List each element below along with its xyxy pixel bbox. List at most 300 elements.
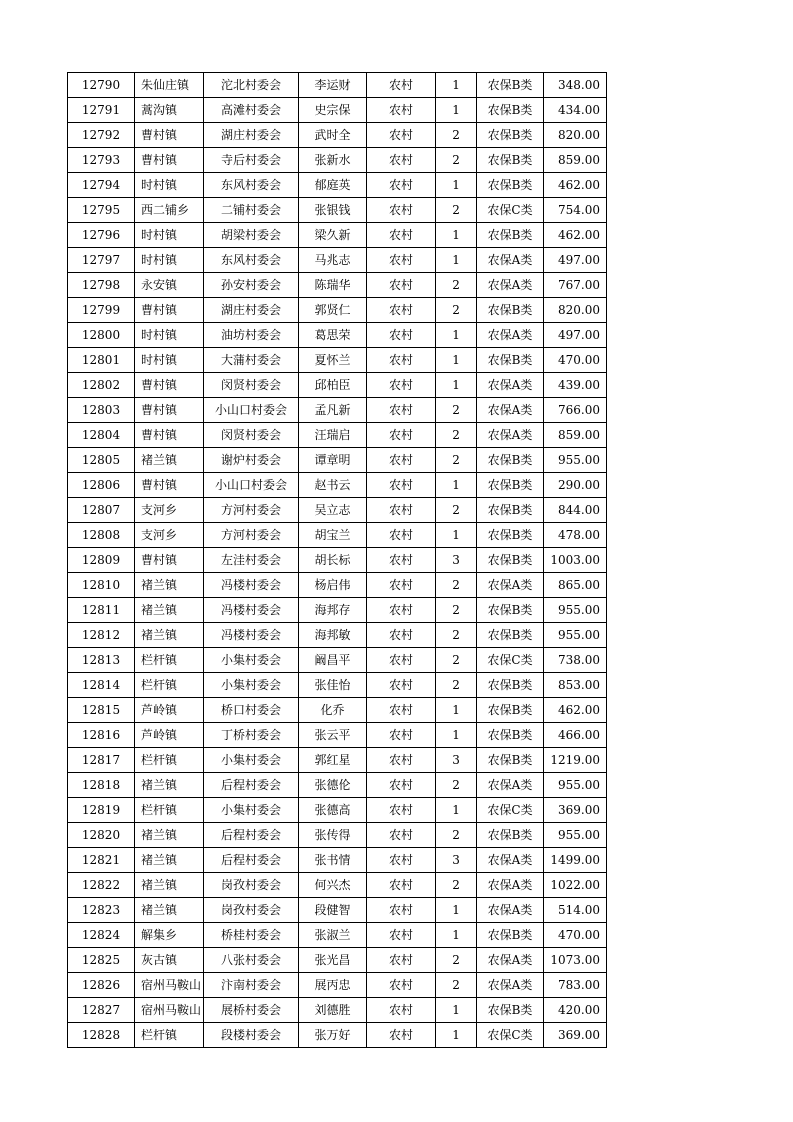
record-id-cell: 12812 [68, 623, 135, 648]
person-name-cell: 邱柏臣 [299, 373, 367, 398]
amount-cell: 767.00 [544, 273, 607, 298]
area-type-cell: 农村 [367, 173, 436, 198]
table-row [68, 323, 607, 348]
amount-cell: 439.00 [544, 373, 607, 398]
category-cell: 农保A类 [477, 248, 544, 273]
table-row [68, 223, 607, 248]
record-id-cell: 12819 [68, 798, 135, 823]
category-cell: 农保A类 [477, 848, 544, 873]
table-row [68, 623, 607, 648]
table-row [68, 923, 607, 948]
amount-cell: 955.00 [544, 823, 607, 848]
village-committee-cell: 八张村委会 [204, 948, 299, 973]
amount-cell: 434.00 [544, 98, 607, 123]
area-type-cell: 农村 [367, 323, 436, 348]
amount-cell: 859.00 [544, 148, 607, 173]
category-cell: 农保B类 [477, 498, 544, 523]
record-id-cell: 12815 [68, 698, 135, 723]
category-cell: 农保B类 [477, 73, 544, 98]
category-cell: 农保B类 [477, 598, 544, 623]
town-cell: 芦岭镇 [135, 698, 204, 723]
category-cell: 农保B类 [477, 998, 544, 1023]
person-name-cell: 张云平 [299, 723, 367, 748]
village-committee-cell: 孙安村委会 [204, 273, 299, 298]
record-id-cell: 12828 [68, 1023, 135, 1048]
record-id-cell: 12818 [68, 773, 135, 798]
village-committee-cell: 东风村委会 [204, 173, 299, 198]
person-name-cell: 张新水 [299, 148, 367, 173]
record-id-cell: 12802 [68, 373, 135, 398]
amount-cell: 466.00 [544, 723, 607, 748]
count-cell: 1 [436, 798, 477, 823]
count-cell: 1 [436, 173, 477, 198]
count-cell: 2 [436, 448, 477, 473]
table-row [68, 698, 607, 723]
amount-cell: 290.00 [544, 473, 607, 498]
category-cell: 农保B类 [477, 123, 544, 148]
category-cell: 农保A类 [477, 773, 544, 798]
town-cell: 褚兰镇 [135, 773, 204, 798]
town-cell: 褚兰镇 [135, 448, 204, 473]
person-name-cell: 化乔 [299, 698, 367, 723]
area-type-cell: 农村 [367, 798, 436, 823]
count-cell: 1 [436, 73, 477, 98]
count-cell: 1 [436, 348, 477, 373]
village-committee-cell: 汴南村委会 [204, 973, 299, 998]
category-cell: 农保C类 [477, 798, 544, 823]
village-committee-cell: 胡梁村委会 [204, 223, 299, 248]
table-body [68, 73, 607, 1048]
town-cell: 曹村镇 [135, 473, 204, 498]
village-committee-cell: 大蒲村委会 [204, 348, 299, 373]
town-cell: 栏杆镇 [135, 648, 204, 673]
area-type-cell: 农村 [367, 73, 436, 98]
person-name-cell: 郭红星 [299, 748, 367, 773]
record-id-cell: 12813 [68, 648, 135, 673]
record-id-cell: 12824 [68, 923, 135, 948]
area-type-cell: 农村 [367, 298, 436, 323]
village-committee-cell: 桥口村委会 [204, 698, 299, 723]
category-cell: 农保B类 [477, 673, 544, 698]
category-cell: 农保A类 [477, 273, 544, 298]
person-name-cell: 阚昌平 [299, 648, 367, 673]
record-id-cell: 12820 [68, 823, 135, 848]
count-cell: 2 [436, 648, 477, 673]
person-name-cell: 张银钱 [299, 198, 367, 223]
table-row [68, 548, 607, 573]
record-id-cell: 12806 [68, 473, 135, 498]
village-committee-cell: 湖庄村委会 [204, 123, 299, 148]
town-cell: 西二铺乡 [135, 198, 204, 223]
person-name-cell: 杨启伟 [299, 573, 367, 598]
table-row [68, 848, 607, 873]
person-name-cell: 段健智 [299, 898, 367, 923]
amount-cell: 470.00 [544, 923, 607, 948]
person-name-cell: 郭贤仁 [299, 298, 367, 323]
town-cell: 褚兰镇 [135, 898, 204, 923]
count-cell: 1 [436, 1023, 477, 1048]
person-name-cell: 张德伦 [299, 773, 367, 798]
village-committee-cell: 小集村委会 [204, 648, 299, 673]
table-row [68, 248, 607, 273]
count-cell: 1 [436, 898, 477, 923]
count-cell: 2 [436, 598, 477, 623]
town-cell: 灰古镇 [135, 948, 204, 973]
table-row [68, 73, 607, 98]
area-type-cell: 农村 [367, 948, 436, 973]
village-committee-cell: 谢炉村委会 [204, 448, 299, 473]
village-committee-cell: 冯楼村委会 [204, 573, 299, 598]
amount-cell: 955.00 [544, 773, 607, 798]
record-id-cell: 12816 [68, 723, 135, 748]
village-committee-cell: 寺后村委会 [204, 148, 299, 173]
area-type-cell: 农村 [367, 1023, 436, 1048]
amount-cell: 783.00 [544, 973, 607, 998]
area-type-cell: 农村 [367, 548, 436, 573]
record-id-cell: 12804 [68, 423, 135, 448]
person-name-cell: 海邦敏 [299, 623, 367, 648]
record-id-cell: 12796 [68, 223, 135, 248]
area-type-cell: 农村 [367, 573, 436, 598]
count-cell: 1 [436, 523, 477, 548]
category-cell: 农保A类 [477, 373, 544, 398]
count-cell: 1 [436, 923, 477, 948]
category-cell: 农保A类 [477, 423, 544, 448]
record-id-cell: 12825 [68, 948, 135, 973]
record-id-cell: 12814 [68, 673, 135, 698]
person-name-cell: 胡长标 [299, 548, 367, 573]
table-row [68, 998, 607, 1023]
count-cell: 2 [436, 123, 477, 148]
person-name-cell: 孟凡新 [299, 398, 367, 423]
village-committee-cell: 小集村委会 [204, 673, 299, 698]
category-cell: 农保B类 [477, 548, 544, 573]
record-id-cell: 12821 [68, 848, 135, 873]
amount-cell: 478.00 [544, 523, 607, 548]
amount-cell: 1003.00 [544, 548, 607, 573]
count-cell: 1 [436, 223, 477, 248]
area-type-cell: 农村 [367, 698, 436, 723]
area-type-cell: 农村 [367, 373, 436, 398]
amount-cell: 462.00 [544, 698, 607, 723]
table-row [68, 598, 607, 623]
amount-cell: 955.00 [544, 598, 607, 623]
table-row [68, 723, 607, 748]
town-cell: 曹村镇 [135, 548, 204, 573]
amount-cell: 738.00 [544, 648, 607, 673]
village-committee-cell: 段楼村委会 [204, 1023, 299, 1048]
village-committee-cell: 沱北村委会 [204, 73, 299, 98]
town-cell: 曹村镇 [135, 423, 204, 448]
table-row [68, 573, 607, 598]
town-cell: 宿州马鞍山 [135, 973, 204, 998]
count-cell: 2 [436, 298, 477, 323]
person-name-cell: 海邦存 [299, 598, 367, 623]
table-row [68, 823, 607, 848]
town-cell: 曹村镇 [135, 123, 204, 148]
record-id-cell: 12807 [68, 498, 135, 523]
category-cell: 农保B类 [477, 148, 544, 173]
town-cell: 褚兰镇 [135, 823, 204, 848]
category-cell: 农保B类 [477, 298, 544, 323]
record-id-cell: 12823 [68, 898, 135, 923]
record-id-cell: 12808 [68, 523, 135, 548]
category-cell: 农保B类 [477, 923, 544, 948]
count-cell: 2 [436, 398, 477, 423]
record-id-cell: 12801 [68, 348, 135, 373]
person-name-cell: 张光昌 [299, 948, 367, 973]
table-row [68, 348, 607, 373]
table-row [68, 673, 607, 698]
person-name-cell: 张淑兰 [299, 923, 367, 948]
count-cell: 2 [436, 873, 477, 898]
record-id-cell: 12805 [68, 448, 135, 473]
table-row [68, 523, 607, 548]
count-cell: 1 [436, 248, 477, 273]
record-id-cell: 12794 [68, 173, 135, 198]
town-cell: 永安镇 [135, 273, 204, 298]
village-committee-cell: 桥桂村委会 [204, 923, 299, 948]
category-cell: 农保A类 [477, 973, 544, 998]
area-type-cell: 农村 [367, 198, 436, 223]
record-id-cell: 12822 [68, 873, 135, 898]
count-cell: 1 [436, 698, 477, 723]
village-committee-cell: 冯楼村委会 [204, 623, 299, 648]
table-row [68, 748, 607, 773]
count-cell: 1 [436, 723, 477, 748]
village-committee-cell: 高滩村委会 [204, 98, 299, 123]
count-cell: 3 [436, 848, 477, 873]
village-committee-cell: 岗孜村委会 [204, 898, 299, 923]
village-committee-cell: 小山口村委会 [204, 473, 299, 498]
person-name-cell: 展丙忠 [299, 973, 367, 998]
table-row [68, 898, 607, 923]
person-name-cell: 张万好 [299, 1023, 367, 1048]
area-type-cell: 农村 [367, 748, 436, 773]
area-type-cell: 农村 [367, 923, 436, 948]
person-name-cell: 武时全 [299, 123, 367, 148]
count-cell: 2 [436, 273, 477, 298]
amount-cell: 470.00 [544, 348, 607, 373]
village-committee-cell: 左洼村委会 [204, 548, 299, 573]
area-type-cell: 农村 [367, 873, 436, 898]
area-type-cell: 农村 [367, 648, 436, 673]
amount-cell: 820.00 [544, 123, 607, 148]
village-committee-cell: 小集村委会 [204, 748, 299, 773]
person-name-cell: 赵书云 [299, 473, 367, 498]
count-cell: 2 [436, 973, 477, 998]
record-id-cell: 12827 [68, 998, 135, 1023]
person-name-cell: 葛思荣 [299, 323, 367, 348]
category-cell: 农保B类 [477, 473, 544, 498]
count-cell: 1 [436, 473, 477, 498]
count-cell: 3 [436, 548, 477, 573]
town-cell: 时村镇 [135, 248, 204, 273]
town-cell: 时村镇 [135, 173, 204, 198]
person-name-cell: 谭章明 [299, 448, 367, 473]
record-id-cell: 12826 [68, 973, 135, 998]
area-type-cell: 农村 [367, 273, 436, 298]
person-name-cell: 刘德胜 [299, 998, 367, 1023]
count-cell: 1 [436, 98, 477, 123]
table-row [68, 798, 607, 823]
town-cell: 褚兰镇 [135, 598, 204, 623]
record-id-cell: 12797 [68, 248, 135, 273]
area-type-cell: 农村 [367, 423, 436, 448]
area-type-cell: 农村 [367, 998, 436, 1023]
town-cell: 宿州马鞍山 [135, 998, 204, 1023]
amount-cell: 369.00 [544, 798, 607, 823]
area-type-cell: 农村 [367, 498, 436, 523]
village-committee-cell: 方河村委会 [204, 523, 299, 548]
area-type-cell: 农村 [367, 598, 436, 623]
person-name-cell: 张德高 [299, 798, 367, 823]
town-cell: 栏杆镇 [135, 798, 204, 823]
count-cell: 1 [436, 998, 477, 1023]
person-name-cell: 史宗保 [299, 98, 367, 123]
town-cell: 时村镇 [135, 348, 204, 373]
amount-cell: 497.00 [544, 248, 607, 273]
table-row [68, 298, 607, 323]
town-cell: 时村镇 [135, 323, 204, 348]
area-type-cell: 农村 [367, 348, 436, 373]
area-type-cell: 农村 [367, 248, 436, 273]
town-cell: 蒿沟镇 [135, 98, 204, 123]
record-id-cell: 12817 [68, 748, 135, 773]
area-type-cell: 农村 [367, 473, 436, 498]
category-cell: 农保B类 [477, 98, 544, 123]
person-name-cell: 陈瑞华 [299, 273, 367, 298]
count-cell: 3 [436, 748, 477, 773]
village-committee-cell: 展桥村委会 [204, 998, 299, 1023]
table-row [68, 373, 607, 398]
village-committee-cell: 小集村委会 [204, 798, 299, 823]
amount-cell: 754.00 [544, 198, 607, 223]
count-cell: 2 [436, 623, 477, 648]
record-id-cell: 12795 [68, 198, 135, 223]
village-committee-cell: 后程村委会 [204, 848, 299, 873]
person-name-cell: 张书情 [299, 848, 367, 873]
category-cell: 农保A类 [477, 398, 544, 423]
person-name-cell: 梁久新 [299, 223, 367, 248]
table-row [68, 448, 607, 473]
record-id-cell: 12811 [68, 598, 135, 623]
amount-cell: 865.00 [544, 573, 607, 598]
town-cell: 栏杆镇 [135, 748, 204, 773]
town-cell: 解集乡 [135, 923, 204, 948]
village-committee-cell: 后程村委会 [204, 773, 299, 798]
village-committee-cell: 方河村委会 [204, 498, 299, 523]
area-type-cell: 农村 [367, 123, 436, 148]
village-committee-cell: 二铺村委会 [204, 198, 299, 223]
amount-cell: 462.00 [544, 223, 607, 248]
table-row [68, 498, 607, 523]
count-cell: 2 [436, 673, 477, 698]
category-cell: 农保C类 [477, 198, 544, 223]
person-name-cell: 李运财 [299, 73, 367, 98]
amount-cell: 1219.00 [544, 748, 607, 773]
area-type-cell: 农村 [367, 623, 436, 648]
category-cell: 农保A类 [477, 898, 544, 923]
person-name-cell: 张佳怡 [299, 673, 367, 698]
data-table [67, 72, 607, 1048]
category-cell: 农保A类 [477, 323, 544, 348]
amount-cell: 497.00 [544, 323, 607, 348]
amount-cell: 955.00 [544, 448, 607, 473]
record-id-cell: 12791 [68, 98, 135, 123]
village-committee-cell: 冯楼村委会 [204, 598, 299, 623]
person-name-cell: 夏怀兰 [299, 348, 367, 373]
amount-cell: 853.00 [544, 673, 607, 698]
area-type-cell: 农村 [367, 448, 436, 473]
count-cell: 2 [436, 198, 477, 223]
village-committee-cell: 油坊村委会 [204, 323, 299, 348]
record-id-cell: 12792 [68, 123, 135, 148]
record-id-cell: 12790 [68, 73, 135, 98]
category-cell: 农保C类 [477, 648, 544, 673]
person-name-cell: 张传得 [299, 823, 367, 848]
town-cell: 曹村镇 [135, 148, 204, 173]
category-cell: 农保A类 [477, 948, 544, 973]
count-cell: 2 [436, 823, 477, 848]
category-cell: 农保B类 [477, 448, 544, 473]
town-cell: 褚兰镇 [135, 873, 204, 898]
table-row [68, 398, 607, 423]
village-committee-cell: 岗孜村委会 [204, 873, 299, 898]
category-cell: 农保A类 [477, 873, 544, 898]
record-id-cell: 12809 [68, 548, 135, 573]
record-id-cell: 12800 [68, 323, 135, 348]
table-row [68, 948, 607, 973]
count-cell: 1 [436, 373, 477, 398]
table-row [68, 873, 607, 898]
amount-cell: 1499.00 [544, 848, 607, 873]
town-cell: 褚兰镇 [135, 623, 204, 648]
category-cell: 农保C类 [477, 1023, 544, 1048]
person-name-cell: 何兴杰 [299, 873, 367, 898]
area-type-cell: 农村 [367, 773, 436, 798]
area-type-cell: 农村 [367, 523, 436, 548]
table-row [68, 273, 607, 298]
category-cell: 农保B类 [477, 173, 544, 198]
village-committee-cell: 后程村委会 [204, 823, 299, 848]
village-committee-cell: 湖庄村委会 [204, 298, 299, 323]
category-cell: 农保B类 [477, 748, 544, 773]
village-committee-cell: 东风村委会 [204, 248, 299, 273]
amount-cell: 859.00 [544, 423, 607, 448]
record-id-cell: 12798 [68, 273, 135, 298]
person-name-cell: 胡宝兰 [299, 523, 367, 548]
category-cell: 农保B类 [477, 223, 544, 248]
person-name-cell: 汪瑞启 [299, 423, 367, 448]
table-row [68, 648, 607, 673]
count-cell: 2 [436, 573, 477, 598]
amount-cell: 369.00 [544, 1023, 607, 1048]
table-row [68, 473, 607, 498]
category-cell: 农保B类 [477, 723, 544, 748]
count-cell: 2 [436, 498, 477, 523]
person-name-cell: 郁庭英 [299, 173, 367, 198]
amount-cell: 955.00 [544, 623, 607, 648]
amount-cell: 1073.00 [544, 948, 607, 973]
town-cell: 支河乡 [135, 498, 204, 523]
person-name-cell: 吴立志 [299, 498, 367, 523]
village-committee-cell: 闵贤村委会 [204, 373, 299, 398]
town-cell: 时村镇 [135, 223, 204, 248]
count-cell: 2 [436, 423, 477, 448]
table-row [68, 1023, 607, 1048]
amount-cell: 514.00 [544, 898, 607, 923]
